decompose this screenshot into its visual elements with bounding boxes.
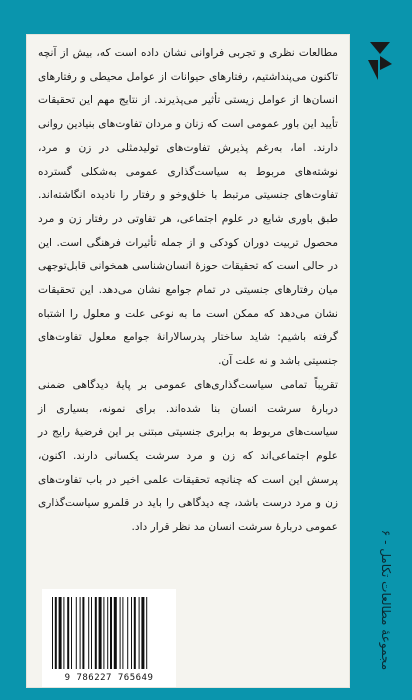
barcode-bar — [52, 597, 53, 669]
publisher-logo-icon — [366, 40, 394, 82]
blurb-paragraph-1: مطالعات نظری و تجربی فراوانی نشان داده است که، بیش از آنچه تاکنون می‌پنداشتیم، رفتارهای حیوانات از عوامل محیطی و رفتارهای انسان‌ها از عوامل زیستی تأثیر می‌پذیرند. از نتایج مهم این تحقیقات تأیید این باور عمومی است که زنان و مردان تفاوت‌های بنیادین روانی دارند. اما، به‌رغم پذیرش تفاوت‌های تولیدمثلی در زن و مرد، نوشته‌های مربوط به سیاست‌گذاری عمومی به‌شکلی گسترده تفاوت‌های جنسیتی مرتبط با خلق‌وخو و رفتار را نادیده انگاشته‌اند. طبق باوری شایع در علوم اجتماعی، هر تفاوتی در رفتار زن و مرد محصول تربیت دوران کودکی و از جمله تأثیرات فرهنگی است. این در حالی است که تحقیقات حوزهٔ انسان‌شناسی همخوانی قابل‌توجهی میان رفتارهای جنسیتی در تمام جوامع نشان می‌دهد. این تحقیقات نشان می‌دهد که ممکن است ما به نوعی علت و معلول را اشتباه گرفته باشیم: شاید ساختار پدرسالارانهٔ جوامع معلول تفاوت‌های جنسیتی باشد و نه علت آن. — [38, 47, 338, 368]
barcode-bar — [59, 597, 62, 669]
barcode-bar — [91, 597, 92, 669]
barcode-bar — [107, 597, 108, 669]
series-label-text: مجموعهٔ مطالعات تکامل - ۶ — [379, 529, 393, 671]
blurb-paragraph-2: تقریباً تمامی سیاست‌گذاری‌های عمومی بر پایهٔ دیدگاهی ضمنی دربارهٔ سرشت انسان بنا شده‌اند. برای نمونه، بسیاری از سیاست‌های مربوط به برابری جنسیتی مبتنی بر این فرضیهٔ رایج در علوم اجتماعی‌اند که زن و مرد سرشت یکسانی دارند. اکنون، پرسش این است که چنانچه تحقیقات علمی اخیر در باب تفاوت‌های زن و مرد درست باشد، چه دیدگاهی را باید در قلمرو سیاست‌گذاری عمومی دربارهٔ سرشت انسان مد نظر قرار داد. — [38, 378, 338, 534]
barcode-bar — [88, 597, 89, 669]
barcode-bar — [71, 597, 72, 669]
isbn-barcode — [42, 589, 176, 687]
barcode-bar — [114, 597, 117, 669]
barcode-bar — [139, 597, 140, 669]
barcode-bar — [63, 597, 64, 669]
barcode-bar — [95, 597, 97, 669]
barcode-bar — [103, 597, 104, 669]
barcode-bar — [141, 597, 144, 669]
barcode-bar — [146, 597, 147, 669]
barcode-bar — [67, 597, 69, 669]
barcode-bar — [120, 597, 121, 669]
barcode-bar — [122, 597, 123, 669]
back-cover-blurb — [38, 42, 338, 540]
barcode-bar — [80, 597, 81, 669]
barcode-bar — [110, 597, 112, 669]
barcode-number: 9 786227 765649 — [64, 673, 154, 683]
barcode-bar — [82, 597, 84, 669]
barcode-bar — [134, 597, 136, 669]
barcode-bar — [55, 597, 57, 669]
text-panel — [26, 34, 350, 688]
barcode-bar — [127, 597, 128, 669]
barcode-bars — [50, 597, 168, 669]
barcode-bar — [99, 597, 102, 669]
barcode-bar — [131, 597, 132, 669]
series-label — [348, 520, 408, 680]
barcode-bar — [76, 597, 77, 669]
